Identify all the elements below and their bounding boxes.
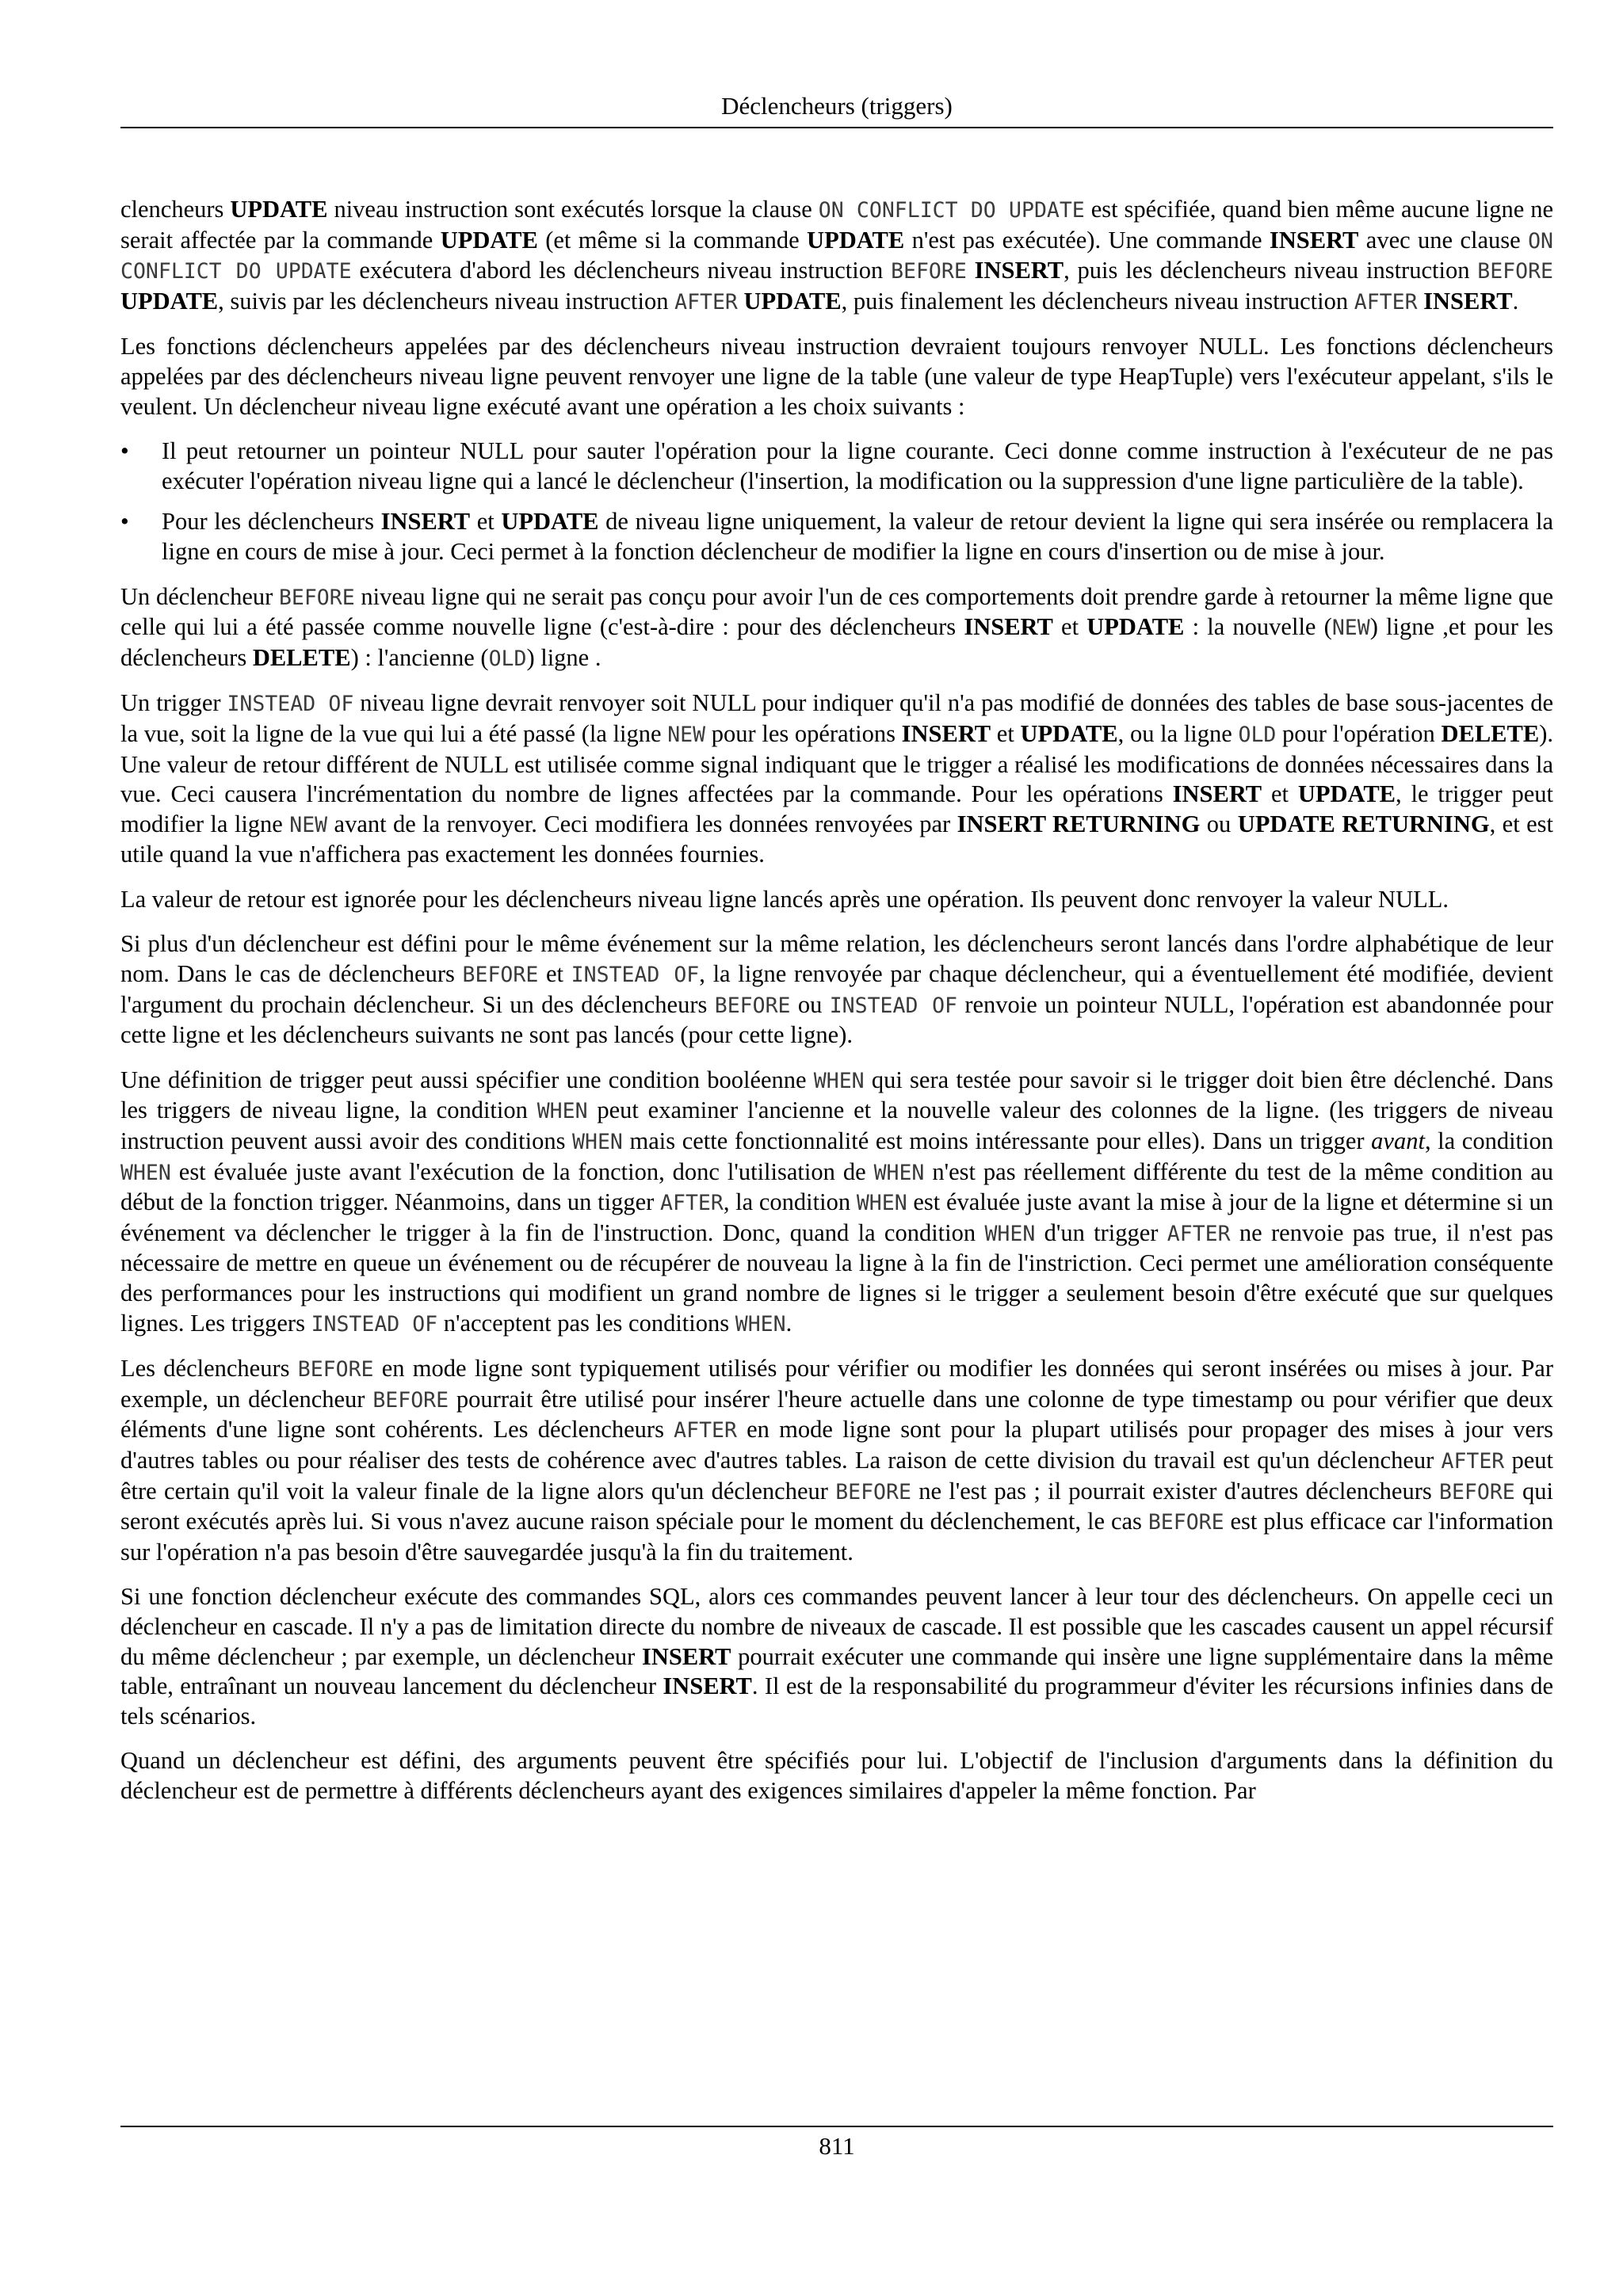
text-run: , la condition bbox=[723, 1188, 857, 1216]
bold-keyword: DELETE bbox=[252, 643, 351, 671]
text-run: (et même si la commande bbox=[537, 226, 808, 254]
text-run: et bbox=[538, 960, 571, 988]
bold-keyword: UPDATE bbox=[440, 226, 538, 254]
text-run: avant de la renvoyer. Ceci modifiera les données renvoyées par bbox=[327, 810, 957, 837]
bold-keyword: UPDATE bbox=[230, 196, 328, 223]
bold-keyword: UPDATE RETURNING bbox=[1237, 810, 1490, 837]
text-run: renvoie un pointeur NULL, l'opération est abandonnée pour cette ligne et les déclencheurs suivants ne sont pas lancés (pour cette ligne). bbox=[120, 990, 1554, 1049]
bold-keyword: INSERT bbox=[1269, 226, 1359, 254]
bold-keyword: INSERT bbox=[380, 508, 471, 536]
bold-keyword: UPDATE bbox=[743, 287, 842, 315]
inline-code: NEW bbox=[667, 722, 706, 747]
list-item bbox=[120, 437, 1553, 496]
text-run: et bbox=[991, 719, 1021, 747]
text-run: niveau ligne qui ne serait pas conçu pour avoir l'un de ces comportements doit prendre garde à retourner la même ligne que celle qui lui a été passée comme nouvelle ligne (c'est-à-dire : pour des déclencheurs bbox=[120, 582, 1553, 641]
text-run: pour les opérations bbox=[705, 719, 902, 747]
text-run: Un trigger bbox=[120, 689, 227, 717]
page-number: 811 bbox=[819, 2132, 855, 2160]
bold-keyword: INSERT bbox=[642, 1642, 731, 1670]
bold-keyword: UPDATE bbox=[807, 226, 905, 254]
text-run: est évaluée juste avant la mise à jour de la ligne et détermine si un événement va déclencher le trigger à la fin de l'instruction. Donc, quand la condition bbox=[120, 1188, 1553, 1246]
text-run: . Il est de la responsabilité du programmeur d'éviter les récursions infinies dans de tels scénarios. bbox=[120, 1672, 1553, 1730]
bold-keyword: INSERT bbox=[974, 257, 1064, 284]
text-run: pour l'opération bbox=[1276, 719, 1442, 747]
text-run: n'est pas réellement différente du test de la même condition au début de la fonction trigger. Néanmoins, dans un tigger bbox=[120, 1158, 1554, 1216]
paragraph bbox=[120, 1354, 1553, 1567]
text-run: ne l'est pas ; il pourrait exister d'autres déclencheurs bbox=[911, 1477, 1440, 1505]
inline-code: WHEN bbox=[735, 1311, 786, 1337]
text-run: , puis finalement les déclencheurs niveau instruction bbox=[841, 287, 1354, 315]
text-run: Un déclencheur bbox=[120, 582, 279, 610]
text-run: qui sera testée pour savoir si le trigger doit bien être déclenché. Dans les triggers de niveau ligne, la condition bbox=[120, 1066, 1553, 1124]
text-run: , la ligne renvoyée par chaque déclencheur, qui a éventuellement été modifiée, devient l'argument du prochain déclencheur. Si un des déclencheurs bbox=[120, 960, 1554, 1018]
text-run: d'un trigger bbox=[1035, 1219, 1167, 1246]
bold-keyword: INSERT bbox=[1423, 287, 1513, 315]
text-run: et bbox=[470, 508, 502, 536]
inline-code: OLD bbox=[1238, 722, 1277, 747]
italic-text: avant bbox=[1371, 1127, 1425, 1155]
inline-code: BEFORE bbox=[891, 259, 967, 284]
text-run: , la condition bbox=[1424, 1127, 1553, 1155]
bold-keyword: INSERT RETURNING bbox=[957, 810, 1201, 837]
bullet-marker: • bbox=[120, 508, 129, 536]
inline-code: WHEN bbox=[984, 1221, 1036, 1246]
text-run: , le trigger peut modifier la ligne bbox=[120, 780, 1554, 837]
paragraph bbox=[120, 1066, 1553, 1339]
text-run: , puis les déclencheurs niveau instruction bbox=[1064, 257, 1478, 284]
inline-code: OLD bbox=[488, 646, 527, 671]
bold-keyword: UPDATE bbox=[1297, 780, 1396, 808]
inline-code: AFTER bbox=[1354, 289, 1418, 315]
inline-code: WHEN bbox=[873, 1160, 925, 1185]
inline-code: BEFORE bbox=[1439, 1479, 1515, 1505]
inline-code: WHEN bbox=[813, 1068, 865, 1093]
text-run: et bbox=[1262, 780, 1298, 808]
text-run: n'est pas exécutée). Une commande bbox=[904, 226, 1270, 254]
text-run: , ou la ligne bbox=[1117, 719, 1239, 747]
text-run: niveau ligne devrait renvoyer soit NULL pour indiquer qu'il n'a pas modifié de données des tables de base sous-jacentes de la vue, soit la ligne de la vue qui lui a été passé (la ligne bbox=[120, 689, 1554, 747]
bold-keyword: UPDATE bbox=[1086, 613, 1185, 641]
bullet-list bbox=[120, 437, 1553, 566]
text-run: de niveau ligne uniquement, la valeur de retour devient la ligne qui sera insérée ou remplacera la ligne en cours de mise à jour. Ceci permet à la fonction déclencheur de modifier la ligne en cours d'insertion ou de mise à jour. bbox=[162, 508, 1553, 565]
paragraph bbox=[120, 195, 1553, 317]
bold-keyword: INSERT bbox=[964, 613, 1053, 641]
text-run: La valeur de retour est ignorée pour les déclencheurs niveau ligne lancés après une opération. Ils peuvent donc renvoyer la valeur NULL. bbox=[120, 885, 1449, 913]
inline-code: ON CONFLICT DO UPDATE bbox=[818, 198, 1085, 223]
inline-code: BEFORE bbox=[1477, 259, 1553, 284]
paragraph bbox=[120, 885, 1553, 915]
bold-keyword: UPDATE bbox=[1020, 719, 1118, 747]
inline-code: AFTER bbox=[1167, 1221, 1231, 1246]
bold-keyword: INSERT bbox=[901, 719, 991, 747]
list-item bbox=[120, 507, 1553, 566]
inline-code: INSTEAD OF bbox=[571, 963, 700, 988]
text-run: Les déclencheurs bbox=[120, 1355, 298, 1383]
text-run: pourrait être utilisé pour insérer l'heure actuelle dans une colonne de type timestamp ou pour vérifier que deux éléments d'une ligne sont cohérents. Les déclencheurs bbox=[120, 1385, 1553, 1444]
inline-code: BEFORE bbox=[462, 963, 539, 988]
text-run: Il peut retourner un pointeur NULL pour sauter l'opération pour la ligne courante. Ceci donne comme instruction à l'exécuteur de ne pas exécuter l'opération niveau ligne qui a lancé le déclencheur (l'insertion, la modification ou la suppression d'une ligne particulière de la table). bbox=[162, 437, 1553, 494]
paragraphs-before-list bbox=[120, 195, 1553, 421]
inline-code: ON CONFLICT DO UPDATE bbox=[120, 228, 1553, 284]
inline-code: AFTER bbox=[660, 1191, 724, 1216]
bold-keyword: UPDATE bbox=[501, 508, 599, 536]
text-run: peut examiner l'ancienne et la nouvelle valeur des colonnes de la ligne. (les triggers de niveau instruction peuvent aussi avoir des conditions bbox=[120, 1097, 1553, 1155]
text-run: qui seront exécutés après lui. Si vous n'avez aucune raison spéciale pour le moment du déclenchement, le cas bbox=[120, 1477, 1554, 1535]
text-run: ) ligne ,et pour les déclencheurs bbox=[120, 613, 1553, 671]
bold-keyword: DELETE bbox=[1441, 719, 1540, 747]
text-run: : la nouvelle ( bbox=[1184, 613, 1332, 641]
text-run: et bbox=[1052, 613, 1087, 641]
bold-keyword: INSERT bbox=[1172, 780, 1262, 808]
text-run bbox=[967, 257, 975, 284]
inline-code: WHEN bbox=[572, 1130, 623, 1155]
inline-code: WHEN bbox=[120, 1160, 171, 1185]
inline-code: WHEN bbox=[537, 1099, 588, 1124]
text-run: Une définition de trigger peut aussi spécifier une condition booléenne bbox=[120, 1066, 814, 1093]
bold-keyword: UPDATE bbox=[120, 287, 219, 315]
text-run: Si plus d'un déclencheur est défini pour le même événement sur la même relation, les déclencheurs seront lancés dans l'ordre alphabétique de leur nom. Dans le cas de déclencheurs bbox=[120, 930, 1553, 988]
inline-code: AFTER bbox=[674, 1418, 737, 1444]
text-run: ) ligne . bbox=[526, 643, 601, 671]
inline-code: NEW bbox=[289, 812, 328, 837]
inline-code: BEFORE bbox=[714, 993, 791, 1018]
text-run: peut être certain qu'il voit la valeur finale de la ligne alors qu'un déclencheur bbox=[120, 1446, 1553, 1505]
text-run: en mode ligne sont typiquement utilisés pour vérifier ou modifier les données qui seront insérées ou mises à jour. Par exemple, un déclencheur bbox=[120, 1355, 1553, 1413]
paragraph bbox=[120, 688, 1553, 870]
text-run: ou bbox=[1200, 810, 1238, 837]
paragraph bbox=[120, 1582, 1553, 1731]
text-run: ne renvoie pas true, il n'est pas nécessaire de mettre en queue un événement ou de récupérer de nouveau la ligne à la fin de l'instriction. Ceci permet une amélioration conséquente des performances pour les instructions qui modifient un grand nombre de lignes si le trigger a seulement besoin d'être exécuté que sur quelques lignes. Les triggers bbox=[120, 1219, 1553, 1337]
paragraph bbox=[120, 929, 1553, 1050]
text-run: clencheurs bbox=[120, 196, 231, 223]
page-footer bbox=[120, 2126, 1553, 2164]
text-run: . bbox=[1512, 287, 1519, 315]
text-run: ). Une valeur de retour différent de NULL est utilisée comme signal indiquant que le trigger a réalisé les modifications de données nécessaires dans la vue. Ceci causera l'incrémentation du nombre de lignes affectées par la commande. Pour les opérations bbox=[120, 719, 1553, 808]
bold-keyword: INSERT bbox=[663, 1672, 752, 1700]
paragraph bbox=[120, 582, 1553, 674]
text-run: pourrait exécuter une commande qui insère une ligne supplémentaire dans la même table, entraînant un nouveau lancement du déclencheur bbox=[120, 1642, 1553, 1700]
paragraph bbox=[120, 1746, 1553, 1806]
inline-code: WHEN bbox=[856, 1191, 907, 1216]
inline-code: BEFORE bbox=[372, 1387, 449, 1413]
text-run: Pour les déclencheurs bbox=[162, 508, 381, 536]
inline-code: BEFORE bbox=[835, 1479, 911, 1505]
text-run: . bbox=[785, 1309, 792, 1337]
text-run: n'acceptent pas les conditions bbox=[437, 1309, 735, 1337]
inline-code: BEFORE bbox=[297, 1357, 374, 1383]
text-run: ou bbox=[790, 990, 830, 1018]
text-run: Quand un déclencheur est défini, des arguments peuvent être spécifiés pour lui. L'objectif de l'inclusion d'arguments dans la définition du déclencheur est de permettre à différents déclencheurs ayant des exigences similaires d'appeler la même fonction. Par bbox=[120, 1747, 1553, 1804]
text-run: Si une fonction déclencheur exécute des commandes SQL, alors ces commandes peuvent lancer à leur tour des déclencheurs. On appelle ceci un déclencheur en cascade. Il n'y a pas de limitation directe du nombre de niveaux de cascade. Il est possible que les cascades causent un appel récursif du même déclencheur ; par exemple, un déclencheur bbox=[120, 1583, 1553, 1670]
paragraph bbox=[120, 332, 1553, 421]
text-run: , suivis par les déclencheurs niveau instruction bbox=[218, 287, 675, 315]
text-run: exécutera d'abord les déclencheurs niveau instruction bbox=[351, 257, 892, 284]
text-run bbox=[738, 288, 744, 315]
inline-code: INSTEAD OF bbox=[227, 692, 354, 717]
text-run: avec une clause bbox=[1358, 226, 1529, 254]
text-run: est spécifiée, quand bien même aucune ligne ne serait affectée par la commande bbox=[120, 196, 1553, 254]
page-header-title: Déclencheurs (triggers) bbox=[721, 92, 953, 120]
text-run: Les fonctions déclencheurs appelées par des déclencheurs niveau instruction devraient toujours renvoyer NULL. Les fonctions déclencheurs appelées par des déclencheurs niveau ligne peuvent renvoyer une ligne de la table (une valeur de type HeapTuple) vers l'exécuteur appelant, s'ils le veulent. Un déclencheur niveau ligne exécuté avant une opération a les choix suivants : bbox=[120, 333, 1553, 420]
inline-code: BEFORE bbox=[278, 585, 355, 610]
page-header bbox=[120, 89, 1553, 128]
text-run bbox=[1418, 288, 1424, 315]
inline-code: NEW bbox=[1331, 616, 1370, 641]
inline-code: AFTER bbox=[1441, 1448, 1505, 1474]
paragraphs-after-list bbox=[120, 582, 1553, 1806]
inline-code: BEFORE bbox=[1148, 1510, 1224, 1535]
document-body bbox=[120, 195, 1553, 1821]
text-run: niveau instruction sont exécutés lorsque la clause bbox=[327, 196, 819, 223]
text-run: , et est utile quand la vue n'affichera pas exactement les données fournies. bbox=[120, 810, 1553, 868]
text-run: est évaluée juste avant l'exécution de la fonction, donc l'utilisation de bbox=[170, 1158, 874, 1185]
text-run: ) : l'ancienne ( bbox=[350, 643, 489, 671]
text-run: mais cette fonctionnalité est moins intéressante pour elles). Dans un trigger bbox=[622, 1127, 1372, 1155]
bullet-marker: • bbox=[120, 437, 129, 465]
inline-code: INSTEAD OF bbox=[829, 993, 957, 1018]
text-run: est plus efficace car l'information sur l'opération n'a pas besoin d'être sauvegardée jusqu'à la fin du traitement. bbox=[120, 1508, 1553, 1566]
inline-code: AFTER bbox=[674, 289, 738, 315]
text-run: en mode ligne sont pour la plupart utilisés pour propager des mises à jour vers d'autres tables ou pour réaliser des tests de cohérence avec d'autres tables. La raison de cette division du travail est qu'un déclencheur bbox=[120, 1416, 1553, 1474]
inline-code: INSTEAD OF bbox=[311, 1311, 438, 1337]
